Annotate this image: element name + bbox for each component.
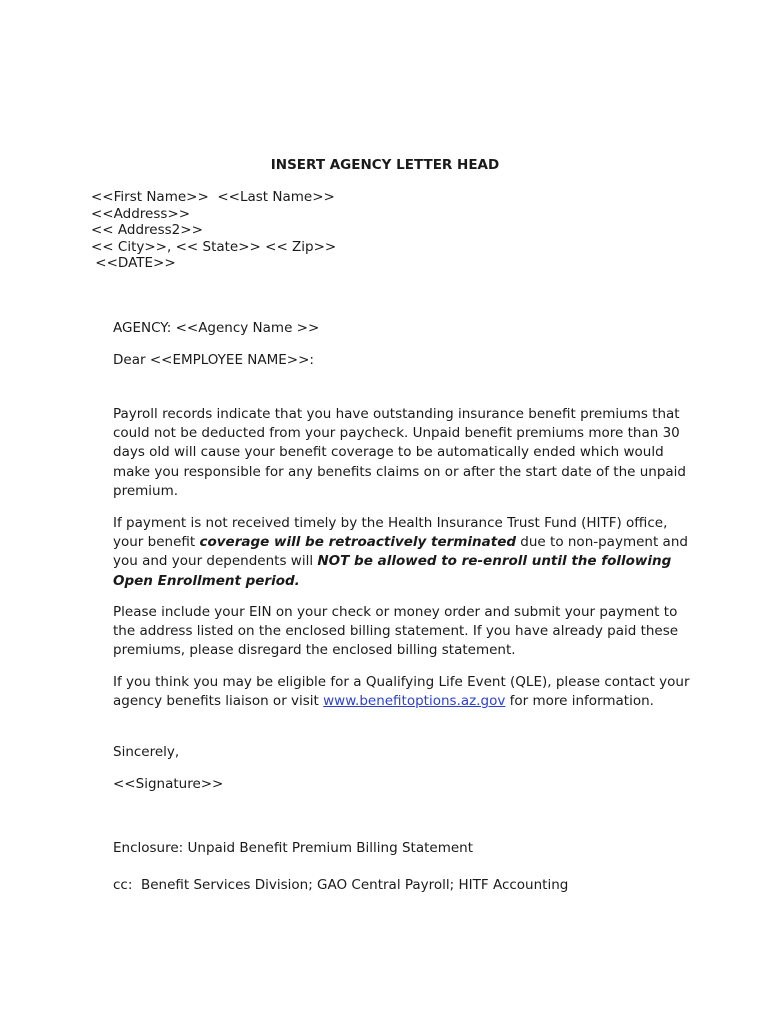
paragraph-outstanding-premiums: Payroll records indicate that you have outstanding insurance benefit premiums that could not be deducted from your paycheck. Unpaid benefit premiums more than 30 days old will cause your benefit coverage to be automatically ended which would make you responsible for any benefits claims on or after the start date of the unpaid premium. (113, 406, 686, 499)
enclosure-line: Enclosure: Unpaid Benefit Premium Billing Statement (113, 840, 473, 856)
qle-text-2: for more information. (505, 693, 654, 710)
termination-text-2: due to non-payment and you and your dependents will (113, 534, 688, 570)
termination-emphasis-2: NOT be allowed to re-enroll until the following Open Enrollment period. (113, 553, 672, 589)
recipient-name: <<First Name>> <<Last Name>> (91, 189, 335, 205)
letter-date: <<DATE>> (91, 255, 176, 271)
benefit-options-link[interactable]: www.benefitoptions.az.gov (323, 693, 506, 710)
cc-line: cc: Benefit Services Division; GAO Central Payroll; HITF Accounting (113, 877, 569, 893)
paragraph-payment-instructions: Please include your EIN on your check or money order and submit your payment to the address listed on the enclosed billing statement. If you have already paid these premiums, please disregard the enclosed billing statement. (113, 604, 679, 659)
recipient-address: <<Address>> (91, 205, 191, 222)
signature-placeholder: <<Signature>> (113, 776, 224, 792)
agency-line: AGENCY: <<Agency Name >> (113, 320, 320, 336)
letter-head-title: INSERT AGENCY LETTER HEAD (270, 157, 500, 173)
paragraph-qle-info (113, 673, 693, 711)
termination-emphasis-1: coverage will be retroactively terminated (199, 534, 517, 551)
closing: Sincerely, (113, 744, 180, 760)
termination-text-1: If payment is not received timely by the Health Insurance Trust Fund (HITF) office, your benefit (113, 515, 668, 551)
paragraph-termination-notice (113, 514, 693, 591)
greeting: Dear <<EMPLOYEE NAME>>: (113, 352, 314, 368)
qle-text-1: If you think you may be eligible for a Qualifying Life Event (QLE), please contact your agency benefits liaison or visit (113, 674, 690, 710)
recipient-city-state-zip: << City>>, << State>> << Zip>> (91, 238, 337, 255)
recipient-address2: << Address2>> (91, 222, 203, 238)
recipient-address-block (91, 189, 336, 272)
